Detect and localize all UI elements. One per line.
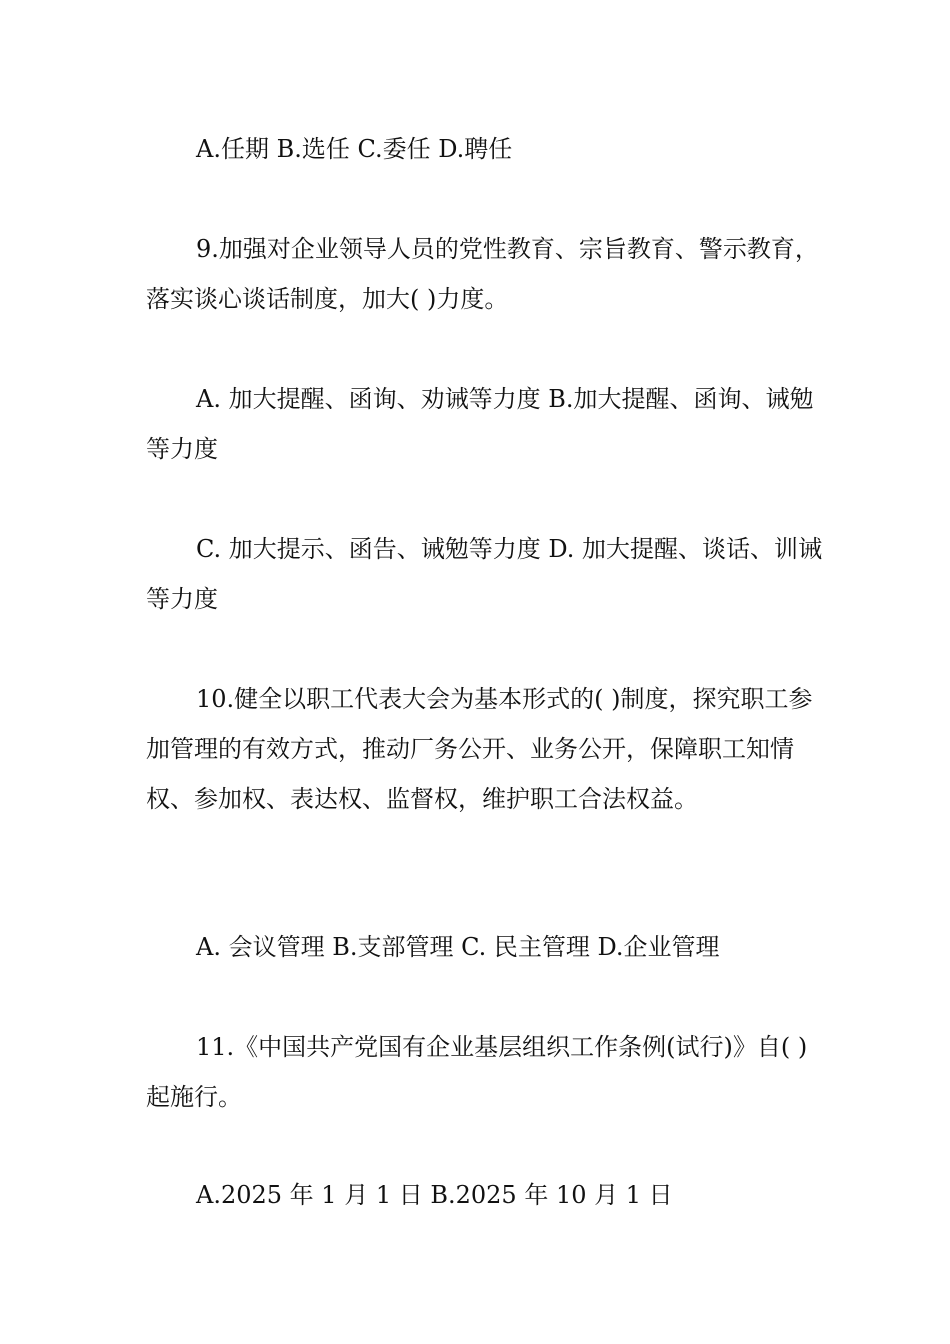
q9-stem: 9.加强对企业领导人员的党性教育、宗旨教育、警示教育，落实谈心谈话制度，加大( )力度。	[146, 235, 819, 313]
q9-options-ab: A. 加大提醒、函询、劝诫等力度 B.加大提醒、函询、诫勉等力度	[146, 385, 814, 463]
q11-stem: 11.《中国共产党国有企业基层组织工作条例(试行)》自( )起施行。	[146, 1033, 808, 1111]
q11-options: A.2025 年 1 月 1 日 B.2025 年 10 月 1 日	[196, 1181, 673, 1209]
q8-options: A.任期 B.选任 C.委任 D.聘任	[196, 135, 513, 163]
q10-stem: 10.健全以职工代表大会为基本形式的( )制度，探究职工参加管理的有效方式，推动厂务公开、业务公开，保障职工知情权、参加权、表达权、监督权，维护职工合法权益。	[146, 685, 813, 813]
q10-options: A. 会议管理 B.支部管理 C. 民主管理 D.企业管理	[196, 933, 720, 961]
q9-options-cd: C. 加大提示、函告、诫勉等力度 D. 加大提醒、谈话、训诫等力度	[146, 535, 823, 613]
